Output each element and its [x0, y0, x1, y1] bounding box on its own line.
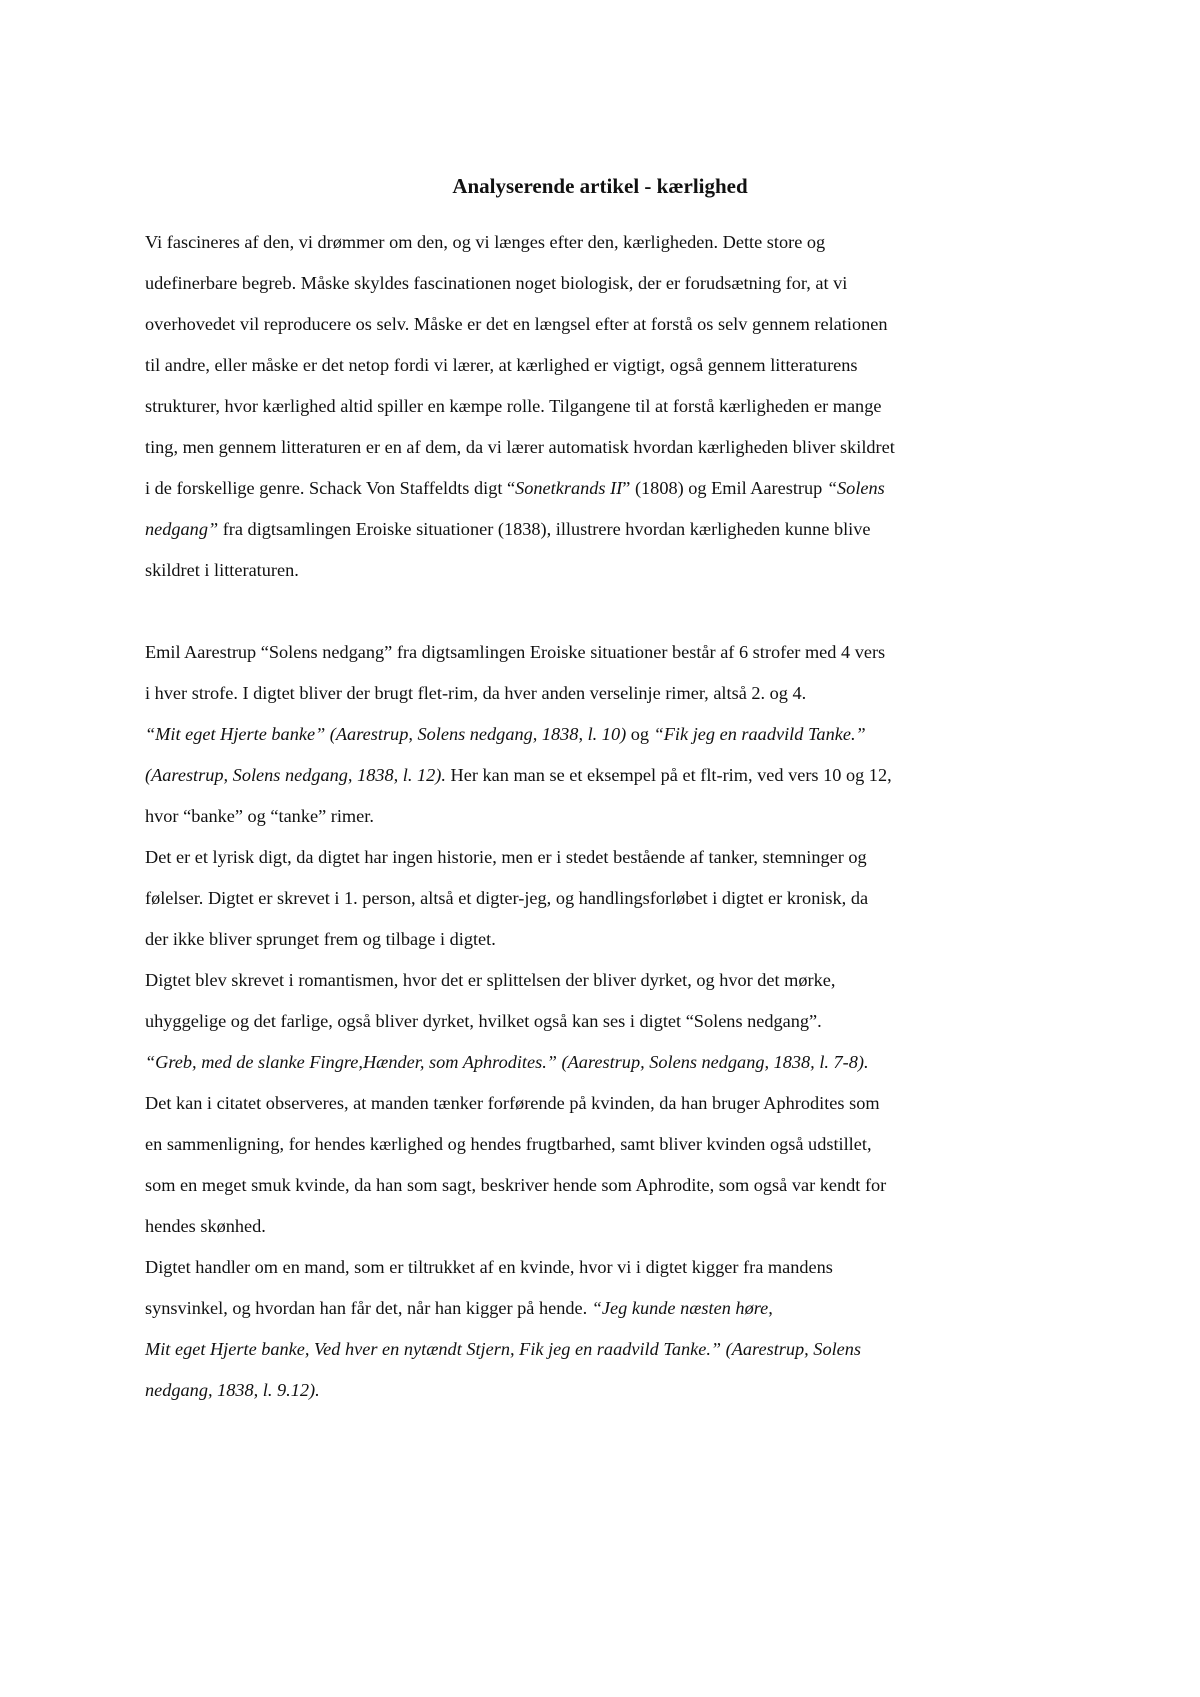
text-line: Emil Aarestrup “Solens nedgang” fra digtsamlingen Eroiske situationer består af 6 strofer med 4 vers [145, 642, 886, 662]
text-line: Vi fascineres af den, vi drømmer om den, og vi længes efter den, kærligheden. Dette store og [145, 232, 826, 252]
analysis-paragraph [145, 837, 1065, 960]
text-line: der ikke bliver sprunget frem og tilbage i digtet. [145, 929, 496, 949]
text-line: strukturer, hvor kærlighed altid spiller en kæmpe rolle. Tilgangene til at forstå kærligheden er mange [145, 396, 882, 416]
analysis-paragraph [145, 632, 1065, 837]
text-line: hvor “banke” og “tanke” rimer. [145, 806, 374, 826]
quote: “Jeg kunde næsten høre, [591, 1298, 773, 1318]
text-line: skildret i litteraturen. [145, 560, 299, 580]
text-line: Digtet blev skrevet i romantismen, hvor det er splittelsen der bliver dyrket, og hvor det mørke, [145, 970, 836, 990]
text-line: overhovedet vil reproducere os selv. Måske er det en længsel efter at forstå os selv gennem relationen [145, 314, 888, 334]
text-line: udefinerbare begreb. Måske skyldes fascinationen noget biologisk, der er forudsætning for, at vi [145, 273, 848, 293]
text-line: følelser. Digtet er skrevet i 1. person, altså et digter-jeg, og handlingsforløbet i digtet er kronisk, da [145, 888, 869, 908]
quote: “Mit eget Hjerte banke” (Aarestrup, Solens nedgang, 1838, l. 10) [145, 724, 627, 744]
poem-title: Sonetkrands II [515, 478, 623, 498]
intro-paragraph [145, 222, 1065, 591]
text-segment: ” (1808) og Emil Aarestrup [622, 478, 827, 498]
text-line [145, 509, 1065, 550]
text-line: til andre, eller måske er det netop fordi vi lærer, at kærlighed er vigtigt, også gennem litteraturens [145, 355, 858, 375]
text-segment: Her kan man se et eksempel på et flt-rim, ved vers 10 og 12, [445, 765, 892, 785]
quote: “Greb, med de slanke Fingre,Hænder, som Aphrodites.” (Aarestrup, Solens nedgang, 1838, l. 7-8). [145, 1052, 869, 1072]
quote: “Fik jeg en raadvild Tanke.” [653, 724, 866, 744]
quote: (Aarestrup, Solens nedgang, 1838, l. 12). [145, 765, 446, 785]
analysis-paragraph [145, 1247, 1065, 1411]
text-line [145, 755, 1065, 796]
document-title: Analyserende artikel - kærlighed [452, 174, 748, 198]
text-line [145, 1288, 1065, 1329]
poem-title: “Solens [826, 478, 885, 498]
text-line: Digtet handler om en mand, som er tiltrukket af en kvinde, hvor vi i digtet kigger fra mandens [145, 1257, 833, 1277]
text-line: Det er et lyrisk digt, da digtet har ingen historie, men er i stedet bestående af tanker, stemninger og [145, 847, 867, 867]
text-line [145, 714, 1065, 755]
text-line [145, 468, 1065, 509]
text-line: hendes skønhed. [145, 1216, 266, 1236]
text-segment: og [626, 724, 654, 744]
text-segment: i de forskellige genre. Schack Von Staffeldts digt “ [145, 478, 516, 498]
document-body [145, 222, 1065, 1411]
text-line: en sammenligning, for hendes kærlighed og hendes frugtbarhed, samt bliver kvinden også udstillet, [145, 1134, 872, 1154]
quote: nedgang, 1838, l. 9.12). [145, 1380, 320, 1400]
paragraph-gap [145, 591, 1065, 632]
quote: Mit eget Hjerte banke, Ved hver en nytændt Stjern, Fik jeg en raadvild Tanke.” (Aarestrup, Solens [145, 1339, 862, 1359]
text-line: uhyggelige og det farlige, også bliver dyrket, hvilket også kan ses i digtet “Solens nedgang”. [145, 1011, 822, 1031]
text-segment: fra digtsamlingen Eroiske situationer (1838), illustrere hvordan kærligheden kunne blive [218, 519, 871, 539]
text-segment: synsvinkel, og hvordan han får det, når han kigger på hende. [145, 1298, 592, 1318]
analysis-paragraph [145, 960, 1065, 1247]
poem-title: nedgang” [145, 519, 219, 539]
text-line: i hver strofe. I digtet bliver der brugt flet-rim, da hver anden verselinje rimer, altså 2. og 4. [145, 683, 807, 703]
text-line: Det kan i citatet observeres, at manden tænker forførende på kvinden, da han bruger Aphrodites som [145, 1093, 880, 1113]
text-line: som en meget smuk kvinde, da han som sagt, beskriver hende som Aphrodite, som også var kendt for [145, 1175, 887, 1195]
text-line: ting, men gennem litteraturen er en af dem, da vi lærer automatisk hvordan kærligheden bliver skildret [145, 437, 895, 457]
